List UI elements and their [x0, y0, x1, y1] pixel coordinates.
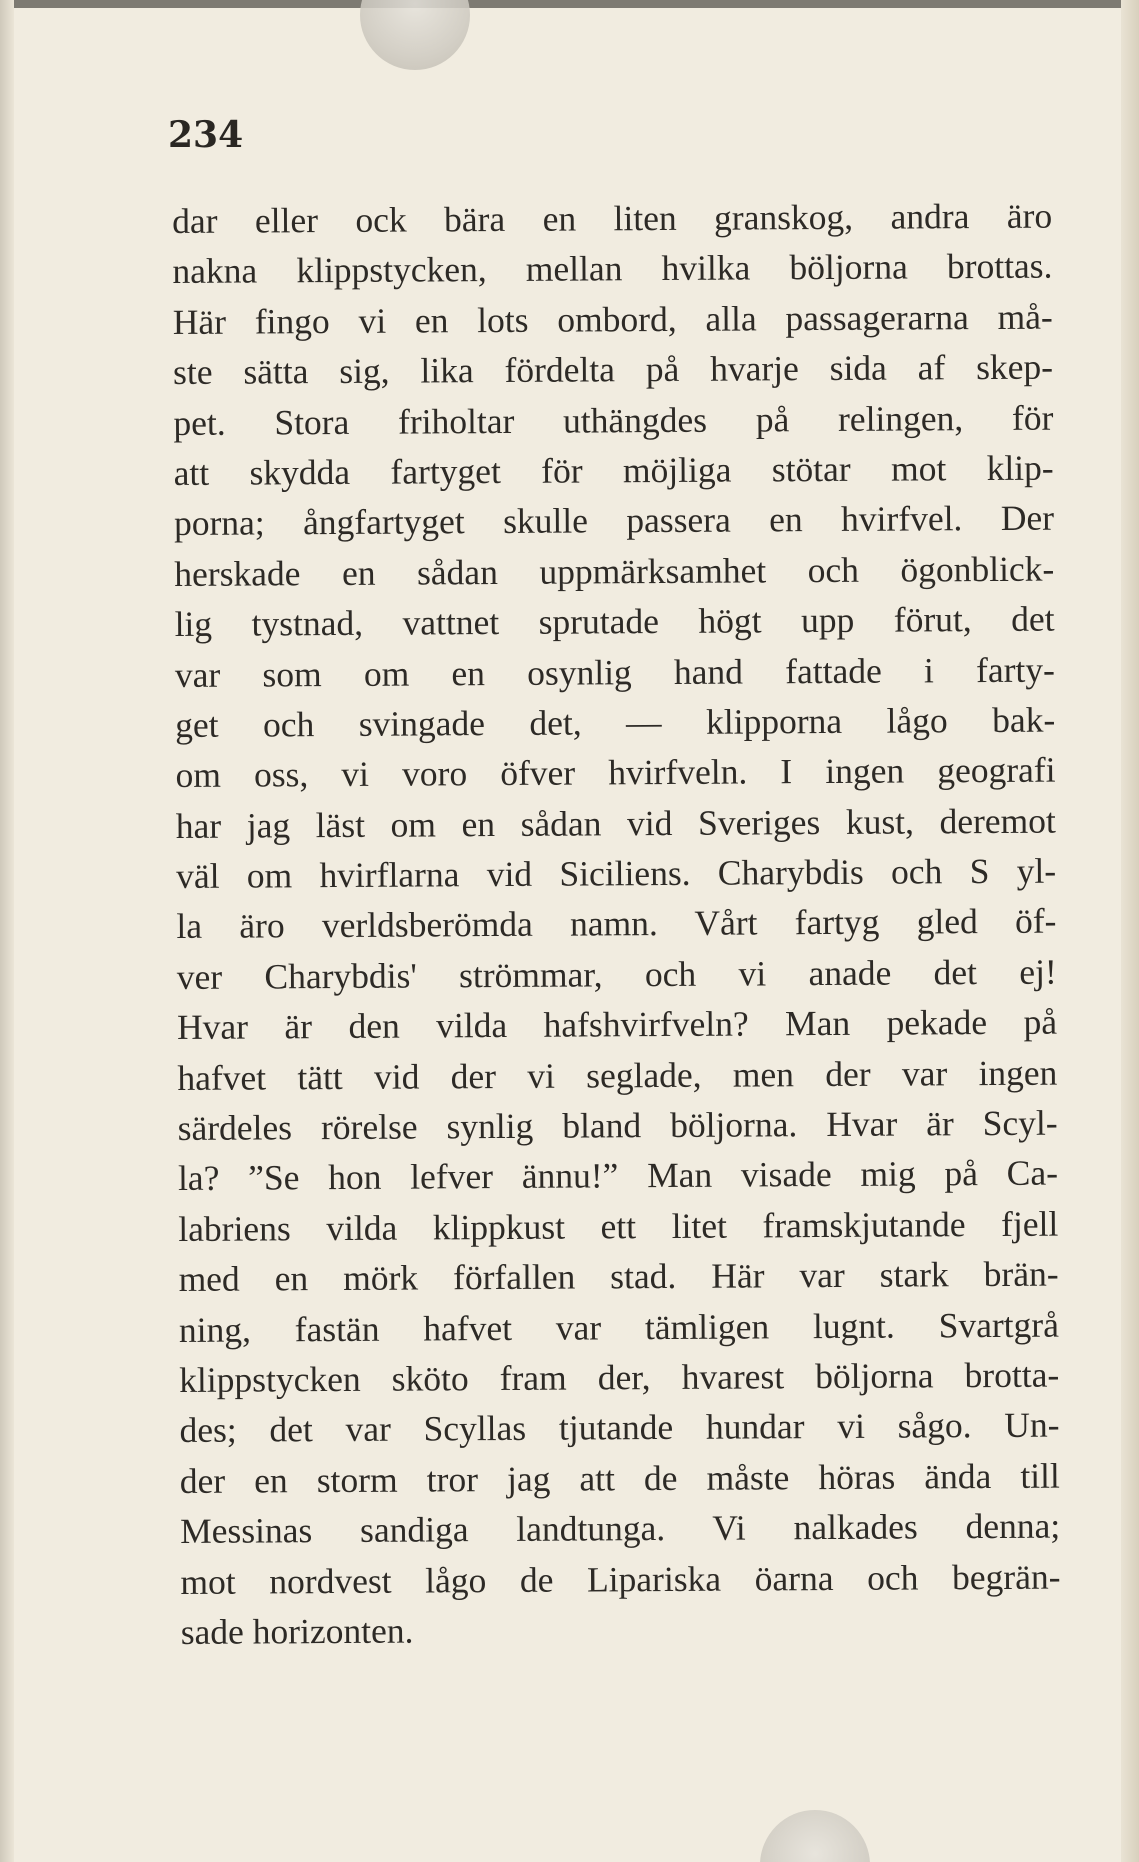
page-top-edge [0, 0, 1139, 8]
text-line: ver Charybdis' strömmar, och vi anade det ej! [176, 951, 1057, 997]
text-line: Hvar är den vilda hafshvirfveln? Man pekade på [176, 1001, 1058, 1048]
text-line: des; det var Scyllas tjutande hundar vi sågo. Un- [179, 1404, 1060, 1451]
text-line: la äro verldsberömda namn. Vårt fartyg gled öf- [176, 901, 1057, 947]
text-line: der en storm tror jag att de måste höras ända till [179, 1455, 1060, 1501]
body-text [172, 191, 1061, 1658]
text-line: särdeles rörelse synlig bland böljorna. Hvar är Scyl- [177, 1102, 1058, 1149]
text-line: med en mörk förfallen stad. Här var stark brän- [178, 1253, 1059, 1300]
text-line: porna; ångfartyget skulle passera en hvirfvel. Der [173, 497, 1055, 544]
text-line: väl om hvirflarna vid Siciliens. Charybdis och S yl- [176, 850, 1057, 897]
binding-hole-top [360, 0, 470, 70]
text-line: sade horizonten. [180, 1610, 414, 1652]
text-line: om oss, vi voro öfver hvirfveln. I ingen geografi [175, 749, 1056, 796]
page-right-edge [1121, 0, 1139, 1862]
page-number: 234 [168, 114, 244, 156]
text-line: klippstycken sköto fram der, hvarest böljorna brotta- [179, 1354, 1060, 1400]
text-line: nakna klippstycken, mellan hvilka böljorna brottas. [172, 246, 1053, 292]
text-line: pet. Stora friholtar uthängdes på relingen, för [173, 397, 1054, 443]
text-line: Messinas sandiga landtunga. Vi nalkades denna; [180, 1505, 1061, 1552]
text-line: get och svingade det, — klipporna lågo bak- [175, 699, 1056, 745]
text-line: hafvet tätt vid der vi seglade, men der var ingen [177, 1052, 1058, 1098]
text-line: lig tystnad, vattnet sprutade högt upp förut, det [174, 598, 1055, 645]
page-left-edge [0, 0, 14, 1862]
text-line: herskade en sådan uppmärksamhet och ögonblick- [174, 548, 1055, 594]
text-line: ste sätta sig, lika fördelta på hvarje sida af skep- [172, 346, 1054, 393]
text-line: la? ”Se hon lefver ännu!” Man visade mig på Ca- [177, 1153, 1059, 1199]
text-line: mot nordvest lågo de Lipariska öarna och begrän- [180, 1556, 1061, 1602]
text-line: att skydda fartyget för möjliga stötar mot klip- [173, 447, 1054, 493]
text-line: labriens vilda klippkust ett litet framskjutande fjell [178, 1203, 1059, 1249]
binding-hole-bottom [760, 1810, 870, 1862]
text-line: dar eller ock bära en liten granskog, andra äro [172, 195, 1053, 241]
text-line: har jag läst om en sådan vid Sveriges kust, deremot [175, 800, 1056, 846]
text-line: ning, fastän hafvet var tämligen lugnt. Svartgrå [178, 1304, 1060, 1350]
text-line: Här fingo vi en lots ombord, alla passagerarna må- [172, 296, 1053, 342]
text-line: var som om en osynlig hand fattade i farty- [174, 649, 1056, 695]
